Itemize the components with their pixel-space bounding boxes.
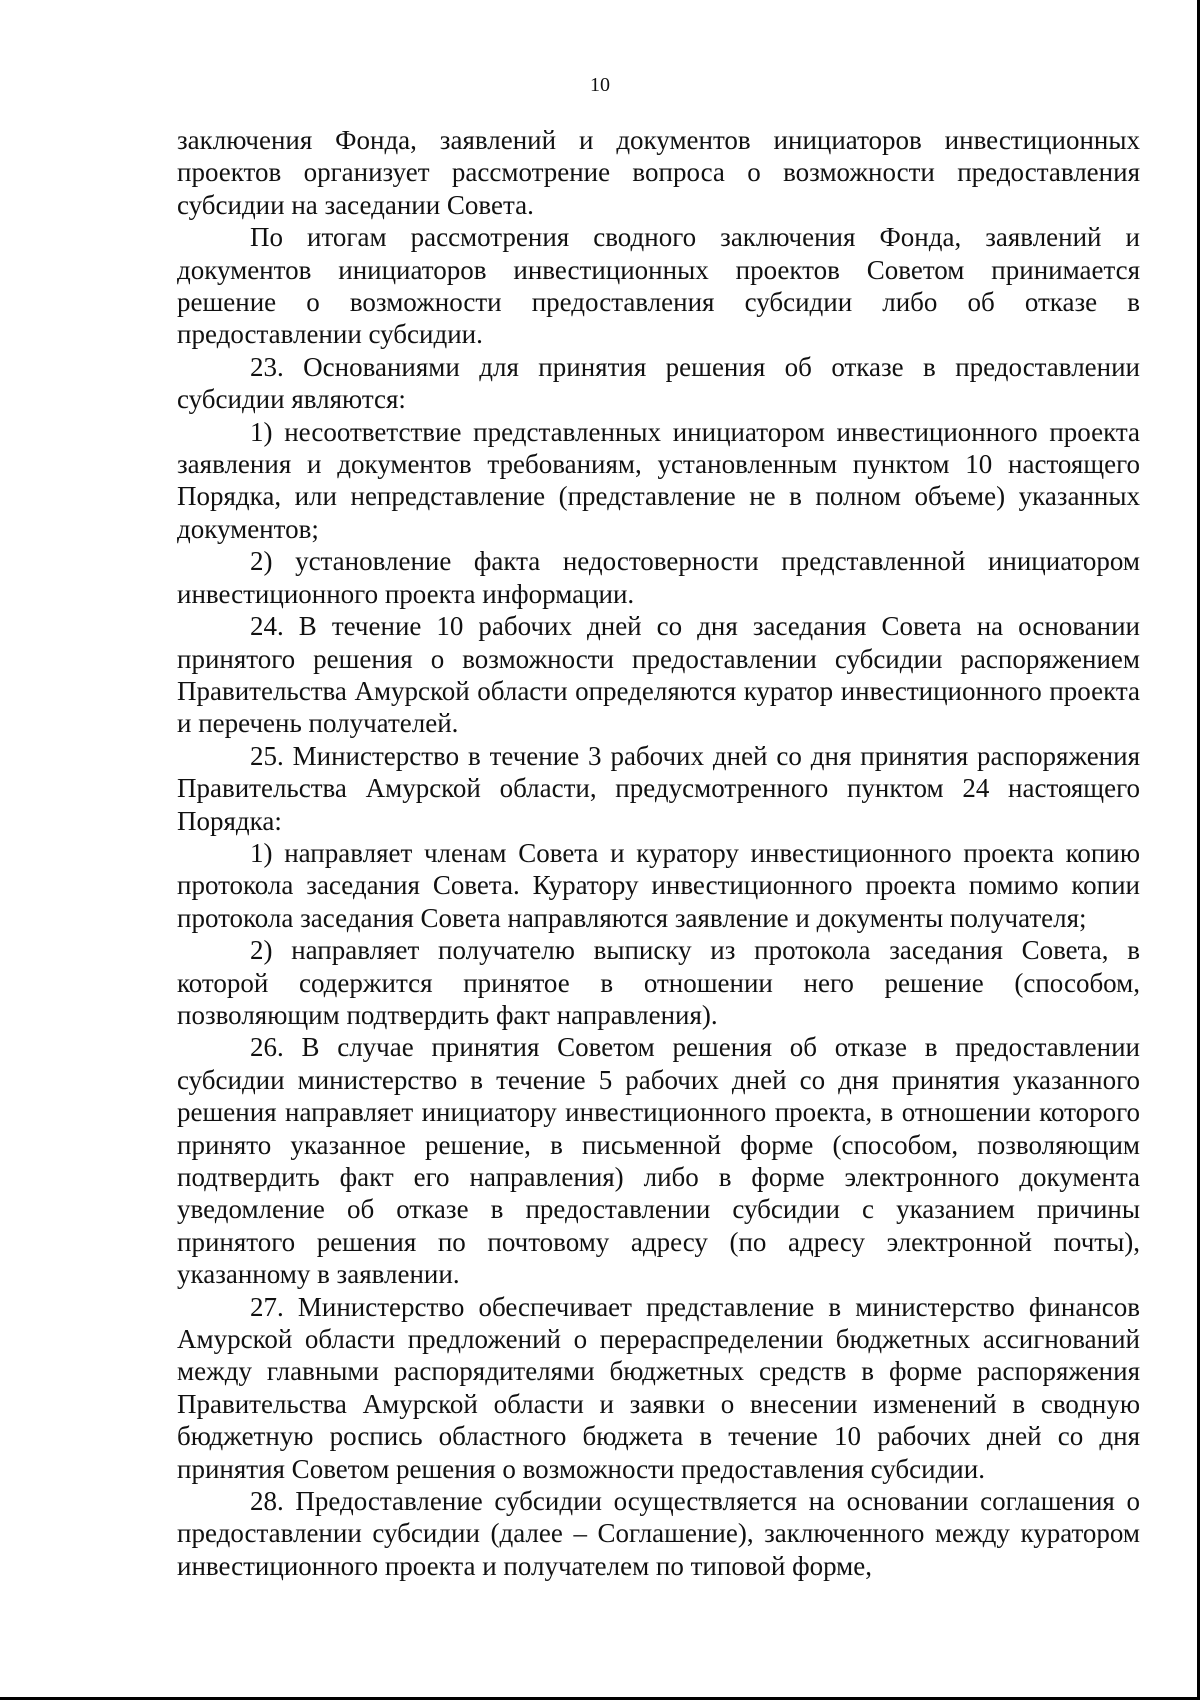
paragraph-item-25-sub-2: 2) направляет получателю выписку из протокола заседания Совета, в которой содержится принятое в отношении него решение (способом, позволяющим подтвердить факт направления).	[177, 935, 1140, 1030]
paragraph-item-23-sub-2: 2) установление факта недостоверности представленной инициатором инвестиционного проекта информации.	[177, 546, 1140, 609]
paragraph-item-27: 27. Министерство обеспечивает представление в министерство финансов Амурской области предложений о перераспределении бюджетных ассигнований между главными распорядителями бюджетных средств в форме распоряжения Правительства Амурской области и заявки о внесении изменений в сводную бюджетную роспись областного бюджета в течение 10 рабочих дней со дня принятия Советом решения о возможности предоставления субсидии.	[177, 1291, 1140, 1484]
page-number: 10	[590, 74, 610, 96]
paragraph-item-23-sub-1: 1) несоответствие представленных инициатором инвестиционного проекта заявления и документов требованиям, установленным пунктом 10 настоящего Порядка, или непредставление (представление не в полном объеме) указанных документов;	[177, 416, 1140, 544]
paragraph-item-23: 23. Основаниями для принятия решения об отказе в предоставлении субсидии являются:	[177, 351, 1140, 415]
paragraph-item-24: 24. В течение 10 рабочих дней со дня заседания Совета на основании принятого решения о возможности предоставлении субсидии распоряжением Правительства Амурской области определяются куратор инвестиционного проекта и перечень получателей.	[177, 611, 1140, 739]
paragraph-item-26: 26. В случае принятия Советом решения об отказе в предоставлении субсидии министерство в течение 5 рабочих дней со дня принятия указанного решения направляет инициатору инвестиционного проекта, в отношении которого принято указанное решение, в письменной форме (способом, позволяющим подтвердить факт его направления) либо в форме электронного документа уведомление об отказе в предоставлении субсидии с указанием причины принятого решения по почтовому адресу (по адресу электронной почты), указанному в заявлении.	[177, 1032, 1140, 1290]
paragraph-item-25-sub-1: 1) направляет членам Совета и куратору инвестиционного проекта копию протокола заседания Совета. Куратору инвестиционного проекта помимо копии протокола заседания Совета направляются заявление и документы получателя;	[177, 837, 1140, 933]
paragraph-item-25: 25. Министерство в течение 3 рабочих дней со дня принятия распоряжения Правительства Амурской области, предусмотренного пунктом 24 настоящего Порядка:	[177, 740, 1140, 836]
paragraph-council-decision: По итогам рассмотрения сводного заключения Фонда, заявлений и документов инициаторов инвестиционных проектов Советом принимается решение о возможности предоставления субсидии либо об отказе в предоставлении субсидии.	[177, 222, 1140, 350]
body-text	[177, 124, 1140, 1582]
paragraph-item-28: 28. Предоставление субсидии осуществляется на основании соглашения о предоставлении субсидии (далее – Соглашение), заключенного между куратором инвестиционного проекта и получателем по типовой форме,	[177, 1486, 1140, 1581]
paragraph-continuation: заключения Фонда, заявлений и документов инициаторов инвестиционных проектов организует рассмотрение вопроса о возможности предоставления субсидии на заседании Совета.	[177, 125, 1140, 220]
